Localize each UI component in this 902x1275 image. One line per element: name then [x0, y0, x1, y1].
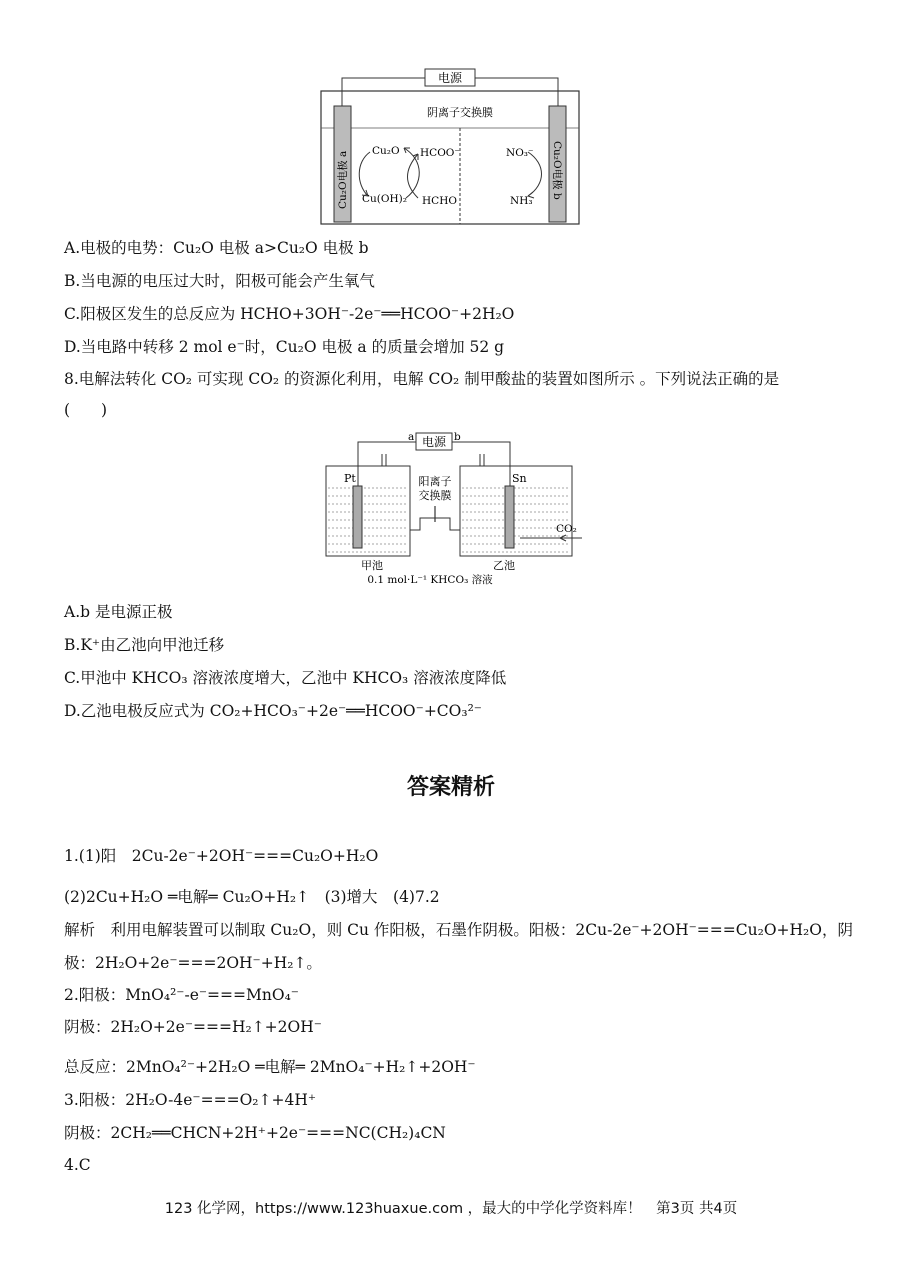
electrode-b-label: Cu₂O电极 b: [551, 141, 563, 200]
answer-line-9: 阴极：2CH₂══CHCN+2H⁺+2e⁻===NC(CH₂)₄CN: [64, 1124, 446, 1142]
electrode-a-label: Cu₂O电极 a: [337, 150, 349, 209]
answer-line-2: (2)2Cu+H₂O ═电解═ Cu₂O+H₂↑ (3)增大 (4)7.2: [64, 888, 440, 906]
figure-electrolysis-cell-2: [324, 428, 586, 588]
answer-line-8: 3.阳极：2H₂O-4e⁻===O₂↑+4H⁺: [64, 1091, 317, 1109]
right-cell-label: 乙池: [493, 559, 515, 572]
answer-line-5: 2.阳极：MnO₄²⁻-e⁻===MnO₄⁻: [64, 986, 299, 1004]
q7-option-a: A.电极的电势：Cu₂O 电极 a>Cu₂O 电极 b: [64, 239, 369, 257]
sn-label: Sn: [512, 472, 527, 485]
membrane-label-line1: 阳离子: [418, 475, 452, 488]
answer-line-6: 阴极：2H₂O+2e⁻===H₂↑+2OH⁻: [64, 1018, 322, 1036]
species-hcho: HCHO: [422, 195, 457, 207]
answer-line-1: 1.(1)阳 2Cu-2e⁻+2OH⁻===Cu₂O+H₂O: [64, 847, 379, 865]
q8-stem-line1: 8.电解法转化 CO₂ 可实现 CO₂ 的资源化利用，电解 CO₂ 制甲酸盐的装置如图所示 。下列说法正确的是: [64, 370, 780, 388]
power-label-2: 电源: [421, 435, 447, 449]
answer-line-10: 4.C: [64, 1156, 91, 1174]
species-cu2o: Cu₂O: [372, 145, 400, 157]
species-nh3: NH₃: [510, 195, 533, 207]
q7-option-c: C.阳极区发生的总反应为 HCHO+3OH⁻-2e⁻══HCOO⁻+2H₂O: [64, 305, 515, 323]
terminal-a: a: [408, 431, 415, 443]
q7-option-d: D.当电路中转移 2 mol e⁻时，Cu₂O 电极 a 的质量会增加 52 g: [64, 338, 505, 356]
answer-line-4: 极：2H₂O+2e⁻===2OH⁻+H₂↑。: [64, 954, 322, 972]
membrane-label-line2: 交换膜: [418, 489, 452, 502]
answer-section-title: 答案精析: [406, 774, 495, 800]
q7-option-b: B.当电源的电压过大时，阳极可能会产生氧气: [64, 272, 375, 290]
answer-line-3: 解析 利用电解装置可以制取 Cu₂O，则 Cu 作阳极，石墨作阴极。阳极：2Cu-2e⁻+2OH⁻===Cu₂O+H₂O，阴: [64, 921, 853, 939]
left-cell-label: 甲池: [361, 559, 383, 572]
species-hcoo: HCOO⁻: [420, 147, 460, 159]
pt-label: Pt: [344, 472, 356, 485]
solution-label: 0.1 mol·L⁻¹ KHCO₃ 溶液: [367, 574, 493, 586]
q8-option-b: B.K⁺由乙池向甲池迁移: [64, 636, 225, 654]
figure-electrolysis-cell-1: [320, 66, 582, 226]
species-cuoh2: Cu(OH)₂: [362, 193, 407, 205]
answer-line-7: 总反应：2MnO₄²⁻+2H₂O ═电解═ 2MnO₄⁻+H₂↑+2OH⁻: [64, 1058, 476, 1076]
q8-option-c: C.甲池中 KHCO₃ 溶液浓度增大，乙池中 KHCO₃ 溶液浓度降低: [64, 669, 507, 687]
co2-label: CO₂: [556, 523, 577, 535]
q8-option-a: A.b 是电源正极: [64, 603, 173, 621]
power-label: 电源: [437, 71, 463, 85]
species-no3: NO₃⁻: [506, 147, 534, 159]
membrane-label: 阴离子交换膜: [427, 106, 493, 119]
q8-option-d: D.乙池电极反应式为 CO₂+HCO₃⁻+2e⁻══HCOO⁻+CO₃²⁻: [64, 702, 482, 720]
page-footer: 123 化学网，https://www.123huaxue.com ，最大的中学化学资料库！ 第3页 共4页: [164, 1201, 738, 1217]
terminal-b: b: [454, 431, 461, 443]
q8-stem-line2: ( ): [64, 401, 108, 419]
